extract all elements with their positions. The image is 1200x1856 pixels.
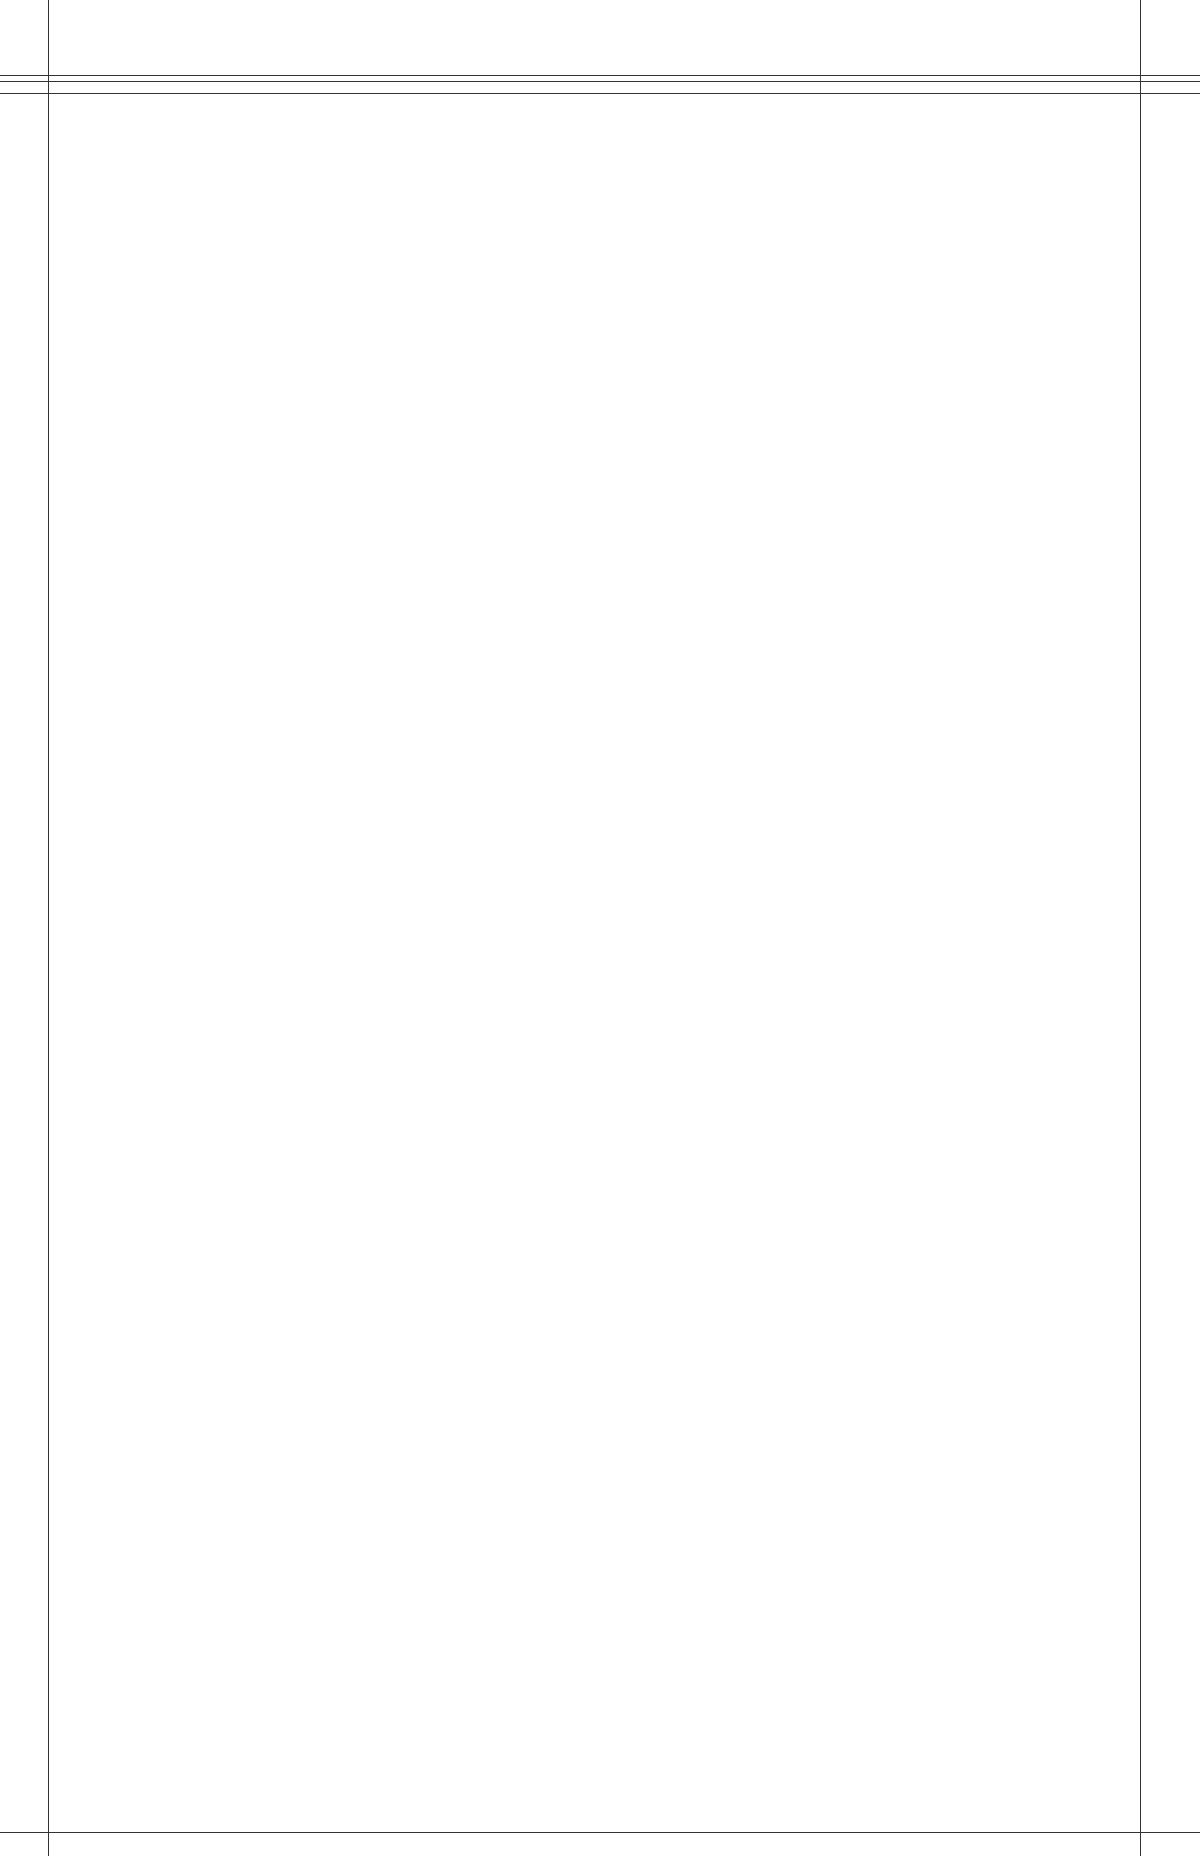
top-rule-2 <box>0 81 1200 82</box>
left-margin-line <box>48 0 49 1856</box>
top-rule-3 <box>0 93 1200 94</box>
right-margin-line <box>1140 0 1141 1856</box>
bottom-rule <box>0 1832 1200 1833</box>
top-rule-1 <box>0 75 1200 76</box>
